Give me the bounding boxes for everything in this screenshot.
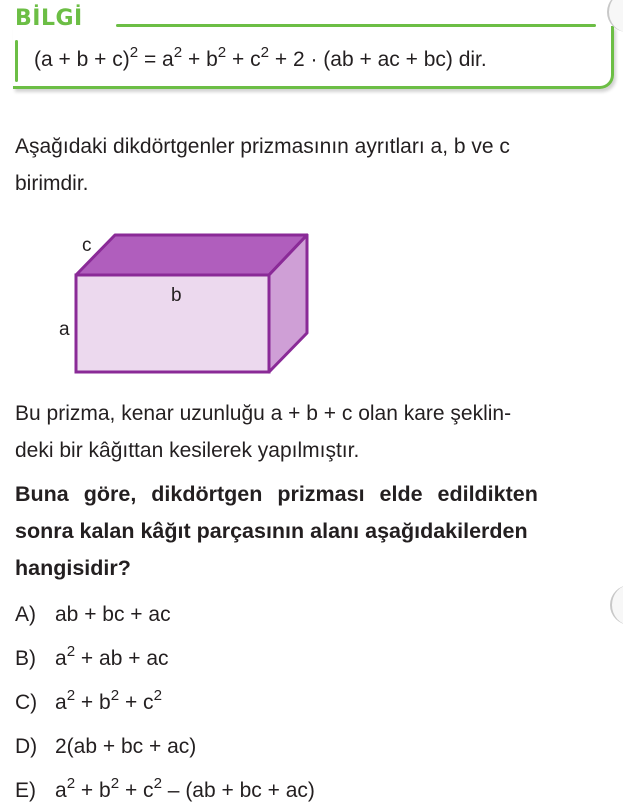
option-exp: 2	[153, 774, 162, 792]
prompt-line: hangisidir?	[15, 556, 131, 580]
label-a: a	[59, 319, 70, 340]
option-term: + c	[119, 691, 154, 714]
option-exp: 2	[66, 642, 76, 660]
option-term: – (ab + bc + ac)	[161, 779, 315, 802]
option-exp: 2	[110, 686, 120, 704]
formula-eq: = a	[138, 48, 174, 71]
question-intro	[15, 128, 510, 202]
formula-exp-a: 2	[173, 43, 183, 61]
option-letter: C)	[15, 691, 38, 714]
question-context	[15, 395, 511, 469]
option-term: + b	[75, 779, 111, 802]
info-box-top-rule	[116, 24, 596, 27]
option-text: 2(ab + bc + ac)	[55, 735, 197, 758]
option-exp: 2	[66, 686, 76, 704]
context-line: Bu prizma, kenar uzunluğu a + b + c olan kare şeklin-	[15, 402, 512, 425]
option-term: + c	[119, 779, 154, 802]
option-c[interactable]	[15, 686, 162, 715]
option-term: a	[55, 647, 67, 670]
page-edge-marker	[610, 585, 623, 625]
formula-b: + b	[182, 48, 218, 71]
formula-exp-c: 2	[260, 43, 270, 61]
context-line: deki bir kâğıttan kesilerek yapılmıştır.	[15, 439, 360, 462]
option-text: ab + bc + ac	[55, 603, 171, 626]
option-b[interactable]	[15, 642, 169, 671]
info-formula	[34, 43, 487, 72]
option-letter: A)	[15, 603, 36, 626]
formula-exp: 2	[129, 43, 139, 61]
option-term: + ab + ac	[75, 647, 169, 670]
intro-line: birimdir.	[15, 172, 89, 195]
label-b: b	[171, 285, 182, 306]
option-letter: B)	[15, 647, 36, 670]
option-exp: 2	[153, 686, 162, 704]
label-c: c	[82, 235, 92, 256]
option-exp: 2	[110, 774, 120, 792]
prism-top-face	[76, 235, 307, 275]
formula-lhs: (a + b + c)	[34, 48, 130, 71]
option-term: a	[55, 779, 67, 802]
option-d[interactable]	[15, 735, 196, 759]
option-letter: E)	[15, 779, 36, 802]
option-e[interactable]	[15, 774, 315, 803]
info-title: BİLGİ	[15, 6, 83, 31]
prompt-line: sonra kalan kâğıt parçasının alanı aşağıdakilerden	[15, 519, 528, 543]
option-term: + b	[75, 691, 111, 714]
formula-exp-b: 2	[217, 43, 227, 61]
intro-line: Aşağıdaki dikdörtgenler prizmasının ayrıtları a, b ve c	[15, 135, 510, 158]
formula-rest: + 2 · (ab + ac + bc) dir.	[269, 48, 487, 71]
question-prompt	[15, 476, 538, 587]
formula-c: + c	[226, 48, 261, 71]
option-a[interactable]	[15, 603, 171, 627]
prompt-line: Buna göre, dikdörtgen prizması elde edildikten	[15, 482, 538, 506]
info-box-left-rule	[15, 40, 18, 82]
prism-figure	[55, 225, 325, 380]
option-letter: D)	[15, 735, 38, 758]
option-term: a	[55, 691, 67, 714]
option-exp: 2	[66, 774, 76, 792]
